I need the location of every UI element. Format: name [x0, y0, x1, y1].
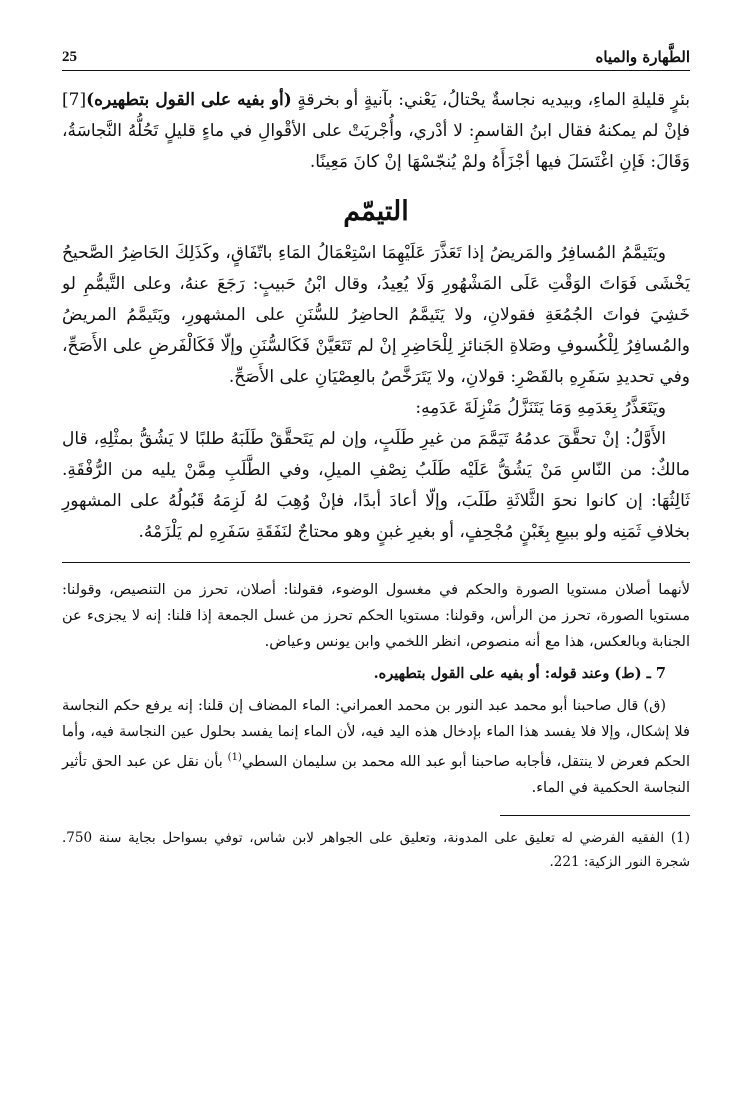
section-title: التيمّم: [343, 196, 409, 227]
para1-text: بئرٍ قليلةِ الماءِ، وبيديه نجاسةٌ يحْتالُ، يَعْني: بآنيةٍ أو بخرقةٍ: [297, 90, 691, 110]
page-header: [62, 40, 690, 66]
body-paragraph-3: ويَتَعَذَّرُ بِعَدَمِهِ وَمَا يَتَنَزَّلُ مَنْزِلَةَ عَدَمِهِ:: [415, 398, 666, 418]
footnote-number: (1): [670, 829, 690, 846]
para1-bold-text: (أو بفيه على القول بتطهيره): [86, 90, 292, 110]
note-ref-7: [7]: [62, 90, 87, 110]
notes-separator: [62, 562, 690, 563]
running-title: الطَّهارة والمياه: [595, 48, 690, 66]
header-rule: [62, 70, 690, 71]
para1-continuation: فإنْ لم يمكنهُ فقال ابنُ القاسمِ: لا أدْري، وأُجْريَتْ على الأقْوالِ في ماءٍ قليلٍ تَحُلُّهُ النَّجاسَةُ، وَقَالَ: فَإنِ اغْتَسَلَ فيها أجْزَأَهُ ولمْ يُنجّسْهَا إنْ كانَ مَعِينًا.: [62, 121, 690, 172]
body-paragraph-2: ويَتَيمَّمُ المُسافِرُ والمَريضُ إذا تَعَذَّرَ عَلَيْهِمَا اسْتِعْمَالُ المَاءِ باتّفَاقٍ، وكَذَلِكَ الحَاضِرُ الصَّحيحُ يَخْشَى فَوَاتَ الوَقْتِ عَلَى المَشْهُورِ وَلَا يُعِيدُ، وقال ابْنُ حَبيبٍ: رَجَعَ عنهُ، وعلى التَّيمُّمِ لو خَشِيَ فواتَ الجُمُعَةِ فقولانِ، ولا يَتَيمَّمُ الحاضِرُ للسُّنَنِ على المشهورِ، ويَتَيمَّمُ المريضُ والمُسافِرُ لِلْكُسوفِ وصَلاةِ الجَنائزِ لِلْحَاضِرِ إنْ لم تَتَعَيَّنْ فَكَالسُّنَنِ وإلّا فَكَالْفَرضِ على الأَصَحِّ، وفي تحديدِ سَفَرِهِ بالقَصْرِ: قولانِ، ولا يَتَرَخَّصُ بالعِصْيَانِ على الأَصَحِّ.: [62, 243, 690, 387]
note3-text: (ق) قال صاحبنا أبو محمد عبد النور بن محمد العمراني: الماء المضاف إن قلنا: إنه يرفع حكم النجاسة فلا إشكال، وإلا فلا يفسد هذا الماء بإدخال هذه اليد فيه، لأن الماء إنما يفسد بحلول عين النجاسة فيه، وأما الحكم فعرض لا ينتقل، فأجابه صاحبنا أبو عبد الله محمد بن سليمان السطي: [62, 698, 691, 770]
note3-end: بأن نقل عن عبد الحق تأثير النجاسة الحكمية في الماء.: [62, 753, 690, 796]
body-paragraph-1: [62, 85, 690, 178]
commentary-note-2: [62, 693, 690, 801]
footnote-ref: (1): [227, 752, 242, 763]
page-number: 25: [62, 49, 77, 65]
commentary-note-heading: 7 ـ (ط) وعند قوله: أو بفيه على القول بتطهيره.: [373, 665, 666, 682]
footnote: [62, 826, 690, 874]
footnote-text: الفقيه الفرضي له تعليق على المدونة، وتعليق على الجواهر لابن شاس، توفي بسواحل بجاية سنة 750. شجرة النور الزكية: 221.: [62, 829, 690, 870]
footnote-separator: [500, 815, 690, 816]
book-page: [62, 40, 690, 874]
body-paragraph-4: الأَوَّلُ: إنْ تحقَّقَ عدمُهُ تَيَمَّمَ من غيرِ طَلَبٍ، وإن لم يَتَحقَّقْ طَلَبَهُ طلبًا لا يَشُقُّ بمثْلِهِ، قال مالكٌ: من النّاسِ مَنْ يَشُقُّ عَلَيْه طَلَبُ نِصْفِ الميلِ، وفي الطَّلَبِ مِمَّنْ يليه من الرُّفْقَةِ. ثَالِثُهَا: إن كانوا نحوَ الثَّلاثَةِ طَلَبَ، وإلّا أعادَ أبدًا، فإنْ وُهِبَ لهُ لَزِمَهُ قَبُولُهُ على المشهورِ بخلافِ ثَمَنِه ولو ببيعِ بِغَبْنٍ مُجْحِفٍ، أو بغيرِ غبنٍ وهو محتاجٌ لنَفَقَةِ سَفَرِهِ لم يَلْزَمْهُ.: [62, 429, 690, 542]
commentary-note-1: لأنهما أصلان مستويا الصورة والحكم في مغسول الوضوء، فقولنا: أصلان، تحرز من التنصيص، وقولنا: مستويا الصورة، تحرز من الرأس، وقولنا: مستويا الحكم تحرز من غسل الجمعة إذا قلنا: إنه لا يجزىء عن الجنابة وبالعكس، هذا مع أنه منصوص، انظر اللخمي وابن يونس وعياض.: [62, 582, 690, 650]
